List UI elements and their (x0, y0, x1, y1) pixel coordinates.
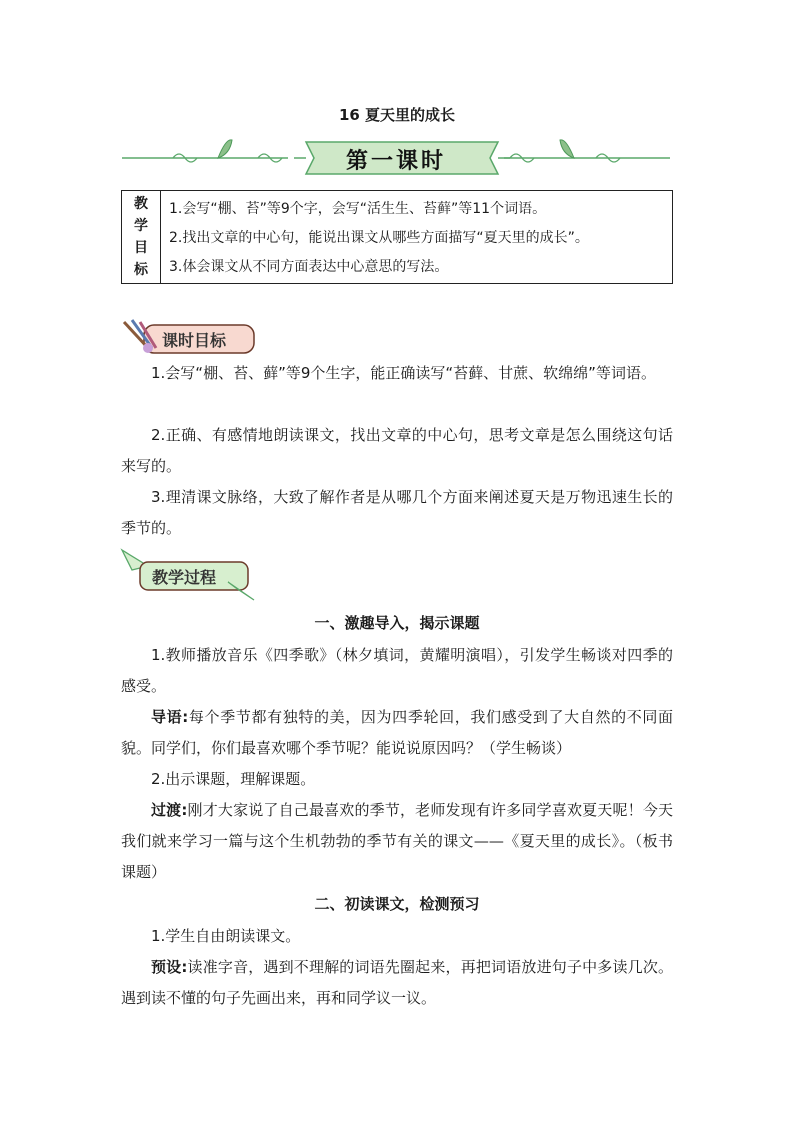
goals-header-char: 标 (134, 262, 148, 278)
goal-item: 2.找出文章的中心句，能说出课文从哪些方面描写“夏天里的成长”。 (169, 229, 589, 246)
part1-paragraph-1: 1.教师播放音乐《四季歌》（林夕填词，黄耀明演唱），引发学生畅谈对四季的感受。 (121, 646, 673, 695)
section-heading-2: 二、初读课文，检测预习 (314, 895, 480, 913)
objective-item-1: 1.会写“棚、苔、藓”等9个生字，能正确读写“苔藓、甘蔗、软绵绵”等词语。 (151, 364, 656, 382)
section-heading-1: 一、激趣导入，揭示课题 (314, 614, 480, 632)
goal-item: 3.体会课文从不同方面表达中心意思的写法。 (169, 259, 449, 276)
objectives-badge (118, 318, 258, 358)
preview-text: 读准字音，遇到不理解的词语先圈起来，再把词语放进句子中多读几次。遇到读不懂的句子先画出来，再和同学议一议。 (121, 958, 673, 1007)
goals-list (161, 191, 672, 283)
part2-paragraph-1: 1.学生自由朗读课文。 (151, 927, 301, 945)
process-badge-label: 教学过程 (152, 568, 217, 587)
intro-label: 导语: (151, 708, 189, 726)
goals-header-char: 学 (134, 218, 148, 234)
teaching-goals-table (121, 190, 673, 284)
objective-item-3: 3.理清课文脉络，大致了解作者是从哪几个方面来阐述夏天是万物迅速生长的季节的。 (121, 488, 673, 537)
intro-text: 每个季节都有独特的美，因为四季轮回，我们感受到了大自然的不同面貌。同学们，你们最喜欢哪个季节呢？能说说原因吗？（学生畅谈） (121, 708, 673, 757)
goals-header (122, 191, 161, 283)
part1-paragraph-2: 2.出示课题，理解课题。 (151, 770, 316, 788)
goals-header-char: 目 (134, 240, 148, 256)
lesson-title: 16 夏天里的成长 (338, 106, 456, 124)
part1-transition (121, 795, 673, 888)
goals-header-char: 教 (134, 196, 148, 212)
lesson-banner (118, 136, 674, 180)
process-badge (118, 548, 258, 604)
objective-item-2: 2.正确、有感情地朗读课文，找出文章的中心句，思考文章是怎么围绕这句话来写的。 (121, 426, 673, 475)
objectives-badge-label: 课时目标 (162, 331, 227, 350)
banner-label: 第一课时 (345, 148, 446, 174)
preview-label: 预设: (151, 958, 188, 976)
goal-item: 1.会写“棚、苔”等9个字，会写“活生生、苔藓”等11个词语。 (169, 200, 547, 217)
transition-text: 刚才大家说了自己最喜欢的季节，老师发现有许多同学喜欢夏天呢！今天我们就来学习一篇与这个生机勃勃的季节有关的课文——《夏天里的成长》。（板书课题） (121, 801, 673, 881)
part1-intro (121, 702, 673, 764)
part2-preview (121, 952, 673, 1014)
transition-label: 过渡: (151, 801, 188, 819)
